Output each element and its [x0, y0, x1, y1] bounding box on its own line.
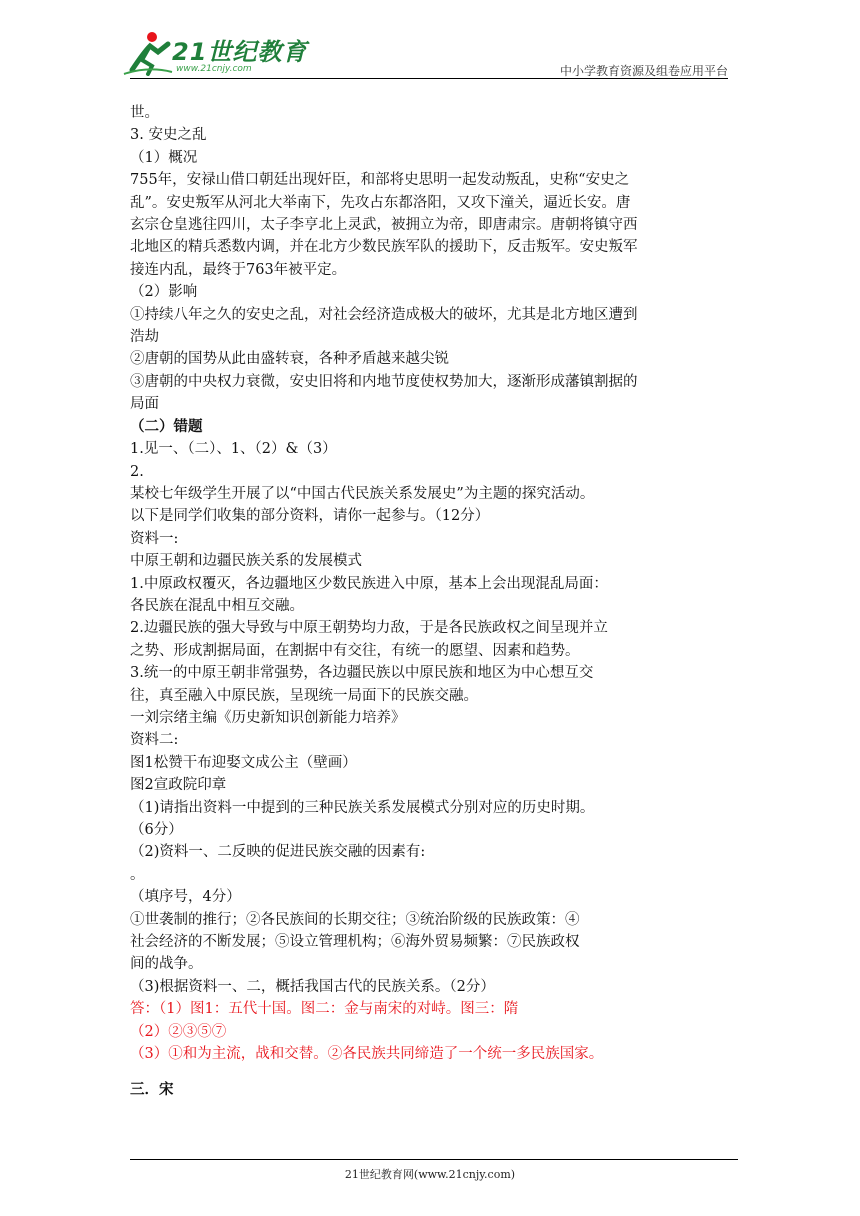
- text-line: 图2宣政院印章: [130, 777, 227, 794]
- spacer: [130, 1065, 730, 1079]
- question-line: （2)资料一、二反映的促进民族交融的因素有:: [130, 844, 426, 861]
- question-line: （3)根据资料一、二，概括我国古代的民族关系。（2分）: [130, 978, 495, 995]
- section-heading-song: 三．宋: [130, 1081, 174, 1099]
- text-line: ③唐朝的中央权力衰微，安史旧将和内地节度使权势加大，逐渐形成藩镇割据的: [130, 373, 638, 390]
- answer-line: （3）①和为主流，战和交替。②各民族共同缔造了一个统一多民族国家。: [130, 1046, 604, 1063]
- text-line: 图1松赞干布迎娶文成公主（壁画）: [130, 754, 357, 771]
- text-line: ②唐朝的国势从此由盛转衰，各种矛盾越来越尖锐: [130, 351, 449, 368]
- text-line: 之势、形成割据局面，在割据中有交往，有统一的愿望、因素和趋势。: [130, 642, 580, 659]
- text-line: 755年，安禄山借口朝廷出现奸臣，和部将史思明一起发动叛乱，史称“安史之: [130, 172, 630, 189]
- text-line: 往，真至融入中原民族，呈现统一局面下的民族交融。: [130, 687, 478, 704]
- citation: 一刘宗绪主编《历史新知识创新能力培养》: [130, 709, 406, 726]
- text-line: 资料二:: [130, 732, 179, 749]
- page-header: [0, 0, 860, 80]
- text-line: 2.边疆民族的强大导致与中原王朝势均力敌，于是各民族政权之间呈现并立: [130, 620, 608, 637]
- text-line: 3.统一的中原王朝非常强势，各边疆民族以中原民族和地区为中心想互交: [130, 665, 594, 682]
- running-person-icon: [122, 30, 174, 76]
- text-line: （6分）: [130, 822, 183, 838]
- subheading: （1）概况: [130, 149, 198, 166]
- platform-name: 中小学教育资源及组卷应用平台: [559, 64, 728, 78]
- logo-url: www.21cnjy.com: [176, 64, 252, 74]
- header-divider: [130, 78, 728, 79]
- text-line: （填序号，4分）: [130, 889, 241, 906]
- question-line: （1)请指出资料一中提到的三种民族关系发展模式分别对应的历史时期。: [130, 799, 595, 816]
- text-line: 资料一:: [130, 530, 179, 547]
- text-line: 。: [130, 866, 145, 883]
- text-line: 接连内乱，最终于763年被平定。: [130, 261, 347, 278]
- text-line: 局面: [130, 396, 159, 413]
- logo: [122, 30, 308, 78]
- document-body: [130, 102, 730, 1102]
- answer-line: （2）②③⑤⑦: [130, 1023, 227, 1040]
- text-line: 间的战争。: [130, 956, 203, 973]
- footer-divider: [130, 1159, 738, 1160]
- answer-line: 答：（1）图1：五代十国。图二：金与南宋的对峙。图三：隋: [130, 1001, 519, 1018]
- text-line: ①世袭制的推行；②各民族间的长期交往；③统治阶级的民族政策：④: [130, 911, 580, 928]
- text-line: 社会经济的不断发展；⑤设立管理机构；⑥海外贸易频繁：⑦民族政权: [130, 934, 580, 951]
- section-heading-errors: （二）错题: [130, 417, 203, 435]
- text-line: 世。: [130, 105, 159, 121]
- question-number: 2.: [130, 463, 144, 480]
- footer-text: 21世纪教育网(www.21cnjy.com): [344, 1168, 516, 1181]
- text-line: 1.中原政权覆灭，各边疆地区少数民族进入中原，基本上会出现混乱局面：: [130, 575, 608, 592]
- text-line: 北地区的精兵悉数内调，并在北方少数民族军队的援助下，反击叛军。安史叛军: [130, 239, 638, 256]
- text-line: 某校七年级学生开展了以“中国古代民族关系发展史”为主题的探究活动。: [130, 485, 595, 502]
- text-line: 乱”。安史叛军从河北大举南下，先攻占东都洛阳，又攻下潼关，逼近长安。唐: [130, 194, 631, 211]
- text-line: 玄宗仓皇逃往四川，太子李亨北上灵武，被拥立为帝，即唐肃宗。唐朝将镇守西: [130, 217, 638, 234]
- section-heading: 3. 安史之乱: [130, 127, 207, 144]
- text-line: 浩劫: [130, 329, 159, 346]
- text-line: 1.见一、（二）、1、（2）&（3）: [130, 441, 337, 458]
- subheading: （2）影响: [130, 284, 198, 301]
- text-line: 各民族在混乱中相互交融。: [130, 597, 304, 614]
- text-line: 中原王朝和边疆民族关系的发展模式: [130, 553, 362, 570]
- text-line: 以下是同学们收集的部分资料，请你一起参与。（12分）: [130, 508, 490, 525]
- logo-title: 21世纪教育: [172, 38, 308, 66]
- text-line: ①持续八年之久的安史之乱，对社会经济造成极大的破坏，尤其是北方地区遭到: [130, 306, 638, 323]
